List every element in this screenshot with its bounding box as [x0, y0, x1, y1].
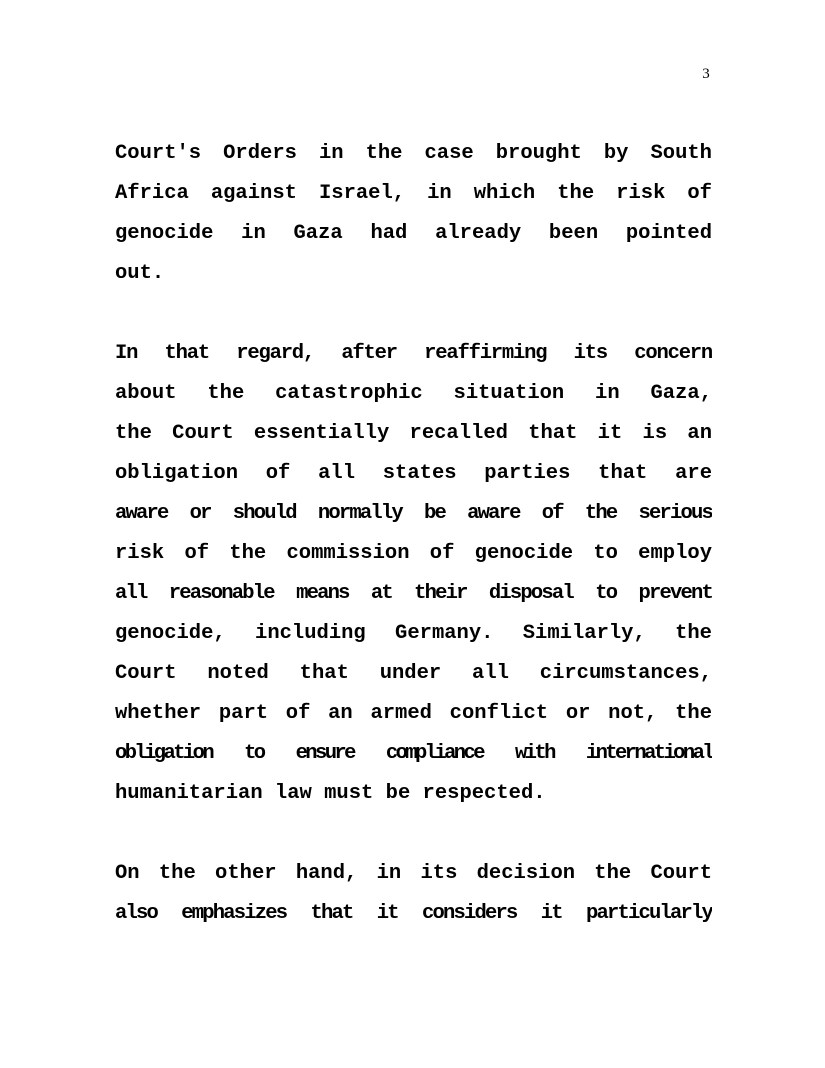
- text-line: whether part of an armed conflict or not, the: [115, 702, 712, 725]
- text-line: aware or should normally be aware of the serious: [115, 502, 712, 525]
- text-line: obligation to ensure compliance with international: [115, 742, 712, 765]
- text-line: out.: [115, 262, 165, 285]
- text-line: obligation of all states parties that are: [115, 462, 712, 485]
- text-line: humanitarian law must be respected.: [115, 782, 546, 805]
- text-line: Court noted that under all circumstances,: [115, 662, 712, 685]
- text-line: On the other hand, in its decision the Court: [115, 862, 712, 885]
- text-line: the Court essentially recalled that it is an: [115, 422, 712, 445]
- page-number: 3: [702, 66, 710, 82]
- text-line: Africa against Israel, in which the risk of: [115, 182, 712, 205]
- text-line: genocide in Gaza had already been pointed: [115, 222, 712, 245]
- text-line: genocide, including Germany. Similarly, the: [115, 622, 712, 645]
- text-line: all reasonable means at their disposal to prevent: [115, 582, 712, 605]
- text-line: about the catastrophic situation in Gaza,: [115, 382, 712, 405]
- text-line: Court's Orders in the case brought by South: [115, 142, 712, 165]
- text-line: In that regard, after reaffirming its concern: [115, 342, 712, 365]
- text-line: risk of the commission of genocide to employ: [115, 542, 712, 565]
- text-line: also emphasizes that it considers it particularly: [115, 902, 712, 925]
